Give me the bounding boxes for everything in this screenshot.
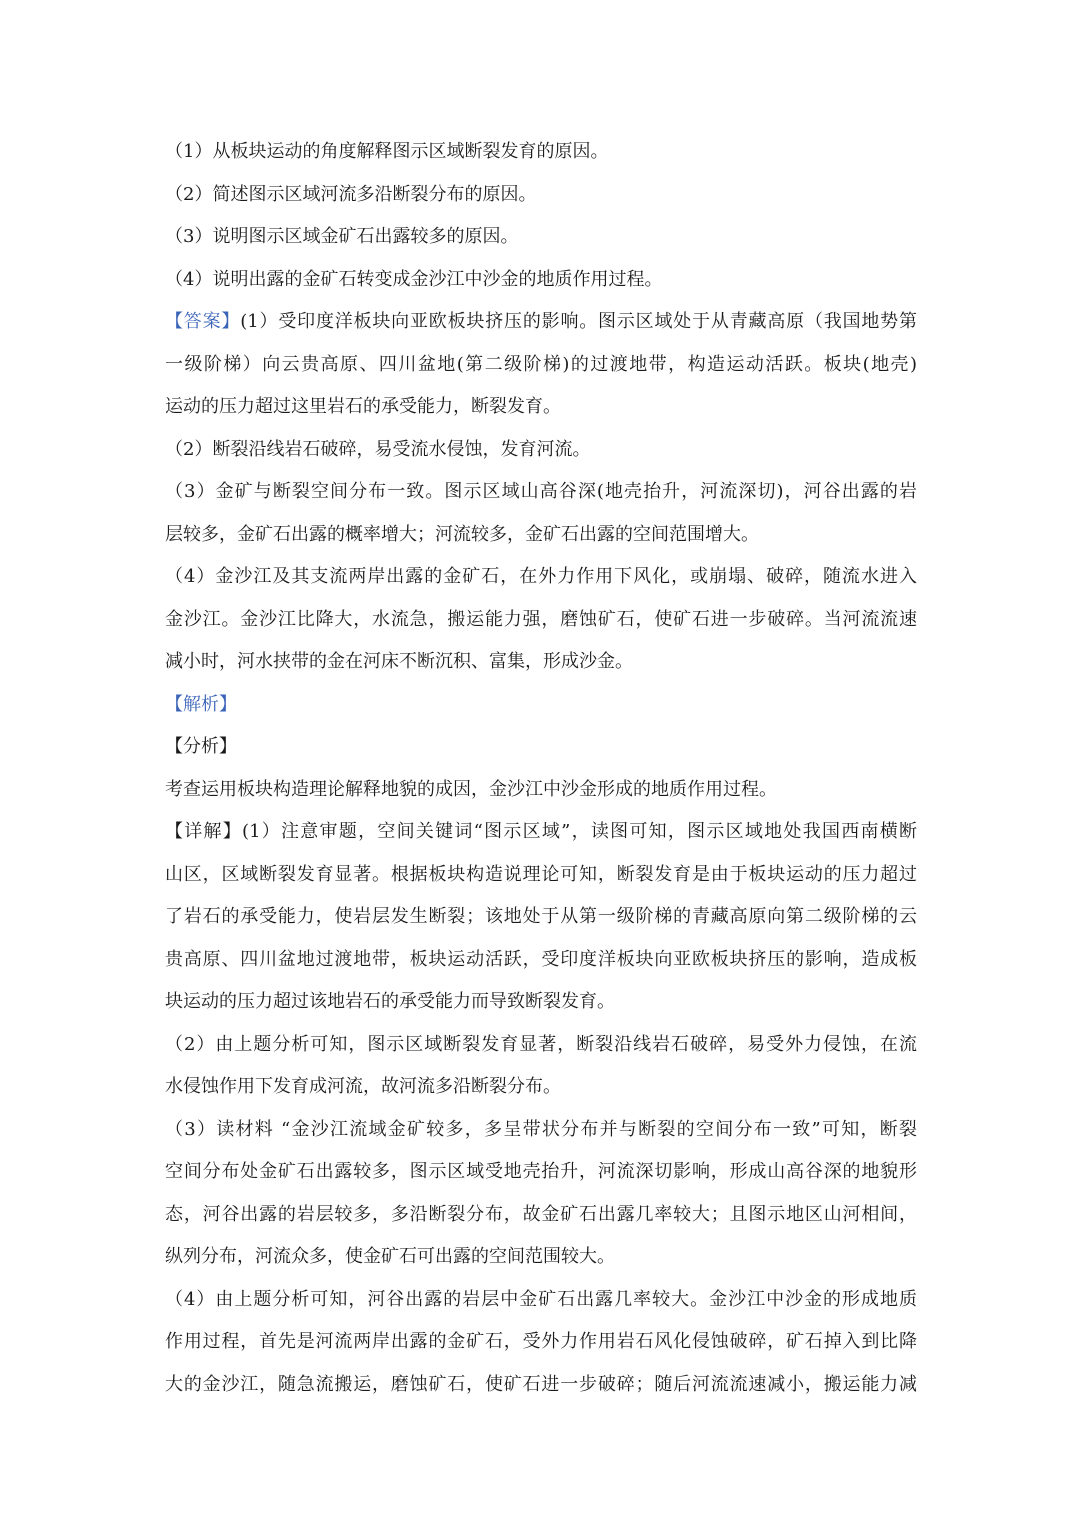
detail-d1-line-4: 贵高原、四川盆地过渡地带，板块运动活跃，受印度洋板块向亚欧板块挤压的影响，造成板	[165, 948, 917, 970]
detail-d3-line-2: 空间分布处金矿石出露较多，图示区域受地壳抬升，河流深切影响，形成山高谷深的地貌形	[165, 1161, 917, 1182]
analysis-sub-label: 【分析】	[165, 736, 237, 757]
detail-d4-line-2: 作用过程，首先是河流两岸出露的金矿石，受外力作用岩石风化侵蚀破碎，矿石掉入到比降	[165, 1331, 917, 1352]
answer-p4-line-1: （4）金沙江及其支流两岸出露的金矿石，在外力作用下风化，或崩塌、破碎，随流水进入	[165, 566, 917, 587]
detail-d3-line-4: 纵列分布，河流众多，使金矿石可出露的空间范围较大。	[165, 1246, 615, 1267]
question-3: （3）说明图示区域金矿石出露较多的原因。	[165, 226, 519, 247]
answer-p1-line-3: 运动的压力超过这里岩石的承受能力，断裂发育。	[165, 396, 561, 417]
detail-d1-text-1: (1）注意审题，空间关键词“图示区域”，读图可知，图示区域地处我国西南横断	[242, 821, 917, 842]
detail-d4-line-3: 大的金沙江，随急流搬运，磨蚀矿石，使矿石进一步破碎；随后河流流速减小，搬运能力减	[165, 1373, 917, 1395]
detail-d2-line-2: 水侵蚀作用下发育成河流，故河流多沿断裂分布。	[165, 1076, 561, 1097]
answer-p1-line-1	[165, 301, 917, 344]
detail-d1-line-5: 块运动的压力超过该地岩石的承受能力而导致断裂发育。	[165, 991, 615, 1012]
question-2: （2）简述图示区域河流多沿断裂分布的原因。	[165, 183, 537, 205]
detail-label: 【详解】	[165, 821, 243, 842]
answer-p1-text-1: (1）受印度洋板块向亚欧板块挤压的影响。图示区域处于从青藏高原（我国地势第	[240, 311, 917, 332]
detail-d1-line-1	[165, 811, 917, 854]
answer-p1-line-2: 一级阶梯）向云贵高原、四川盆地(第二级阶梯)的过渡地带，构造运动活跃。板块(地壳)	[165, 353, 917, 375]
analysis-label: 【解析】	[165, 693, 237, 715]
detail-d2-line-1: （2）由上题分析可知，图示区域断裂发育显著，断裂沿线岩石破碎，易受外力侵蚀，在流	[165, 1033, 917, 1055]
answer-p4-line-2: 金沙江。金沙江比降大，水流急，搬运能力强，磨蚀矿石，使矿石进一步破碎。当河流流速	[165, 608, 917, 630]
document-page	[165, 131, 917, 1406]
answer-p2: （2）断裂沿线岩石破碎，易受流水侵蚀，发育河流。	[165, 438, 591, 460]
answer-label: 【答案】	[165, 311, 241, 332]
detail-d3-line-1: （3）读材料 “金沙江流域金矿较多，多呈带状分布并与断裂的空间分布一致”可知，断裂	[165, 1118, 917, 1140]
detail-d1-line-2: 山区，区域断裂发育显著。根据板块构造说理论可知，断裂发育是由于板块运动的压力超过	[165, 863, 917, 885]
answer-p3-line-2: 层较多，金矿石出露的概率增大；河流较多，金矿石出露的空间范围增大。	[165, 523, 759, 545]
question-4: （4）说明出露的金矿石转变成金沙江中沙金的地质作用过程。	[165, 268, 663, 290]
answer-p4-line-3: 减小时，河水挟带的金在河床不断沉积、富集，形成沙金。	[165, 651, 633, 672]
answer-p3-line-1: （3）金矿与断裂空间分布一致。图示区域山高谷深(地壳抬升，河流深切)，河谷出露的岩	[165, 481, 917, 502]
detail-d3-line-3: 态，河谷出露的岩层较多，多沿断裂分布，故金矿石出露几率较大；且图示地区山河相间，	[165, 1203, 917, 1225]
detail-d1-line-3: 了岩石的承受能力，使岩层发生断裂；该地处于从第一级阶梯的青藏高原向第二级阶梯的云	[165, 906, 917, 927]
detail-d4-line-1: （4）由上题分析可知，河谷出露的岩层中金矿石出露几率较大。金沙江中沙金的形成地质	[165, 1288, 917, 1310]
question-1: （1）从板块运动的角度解释图示区域断裂发育的原因。	[165, 141, 609, 162]
analysis-summary: 考查运用板块构造理论解释地貌的成因，金沙江中沙金形成的地质作用过程。	[165, 778, 777, 800]
